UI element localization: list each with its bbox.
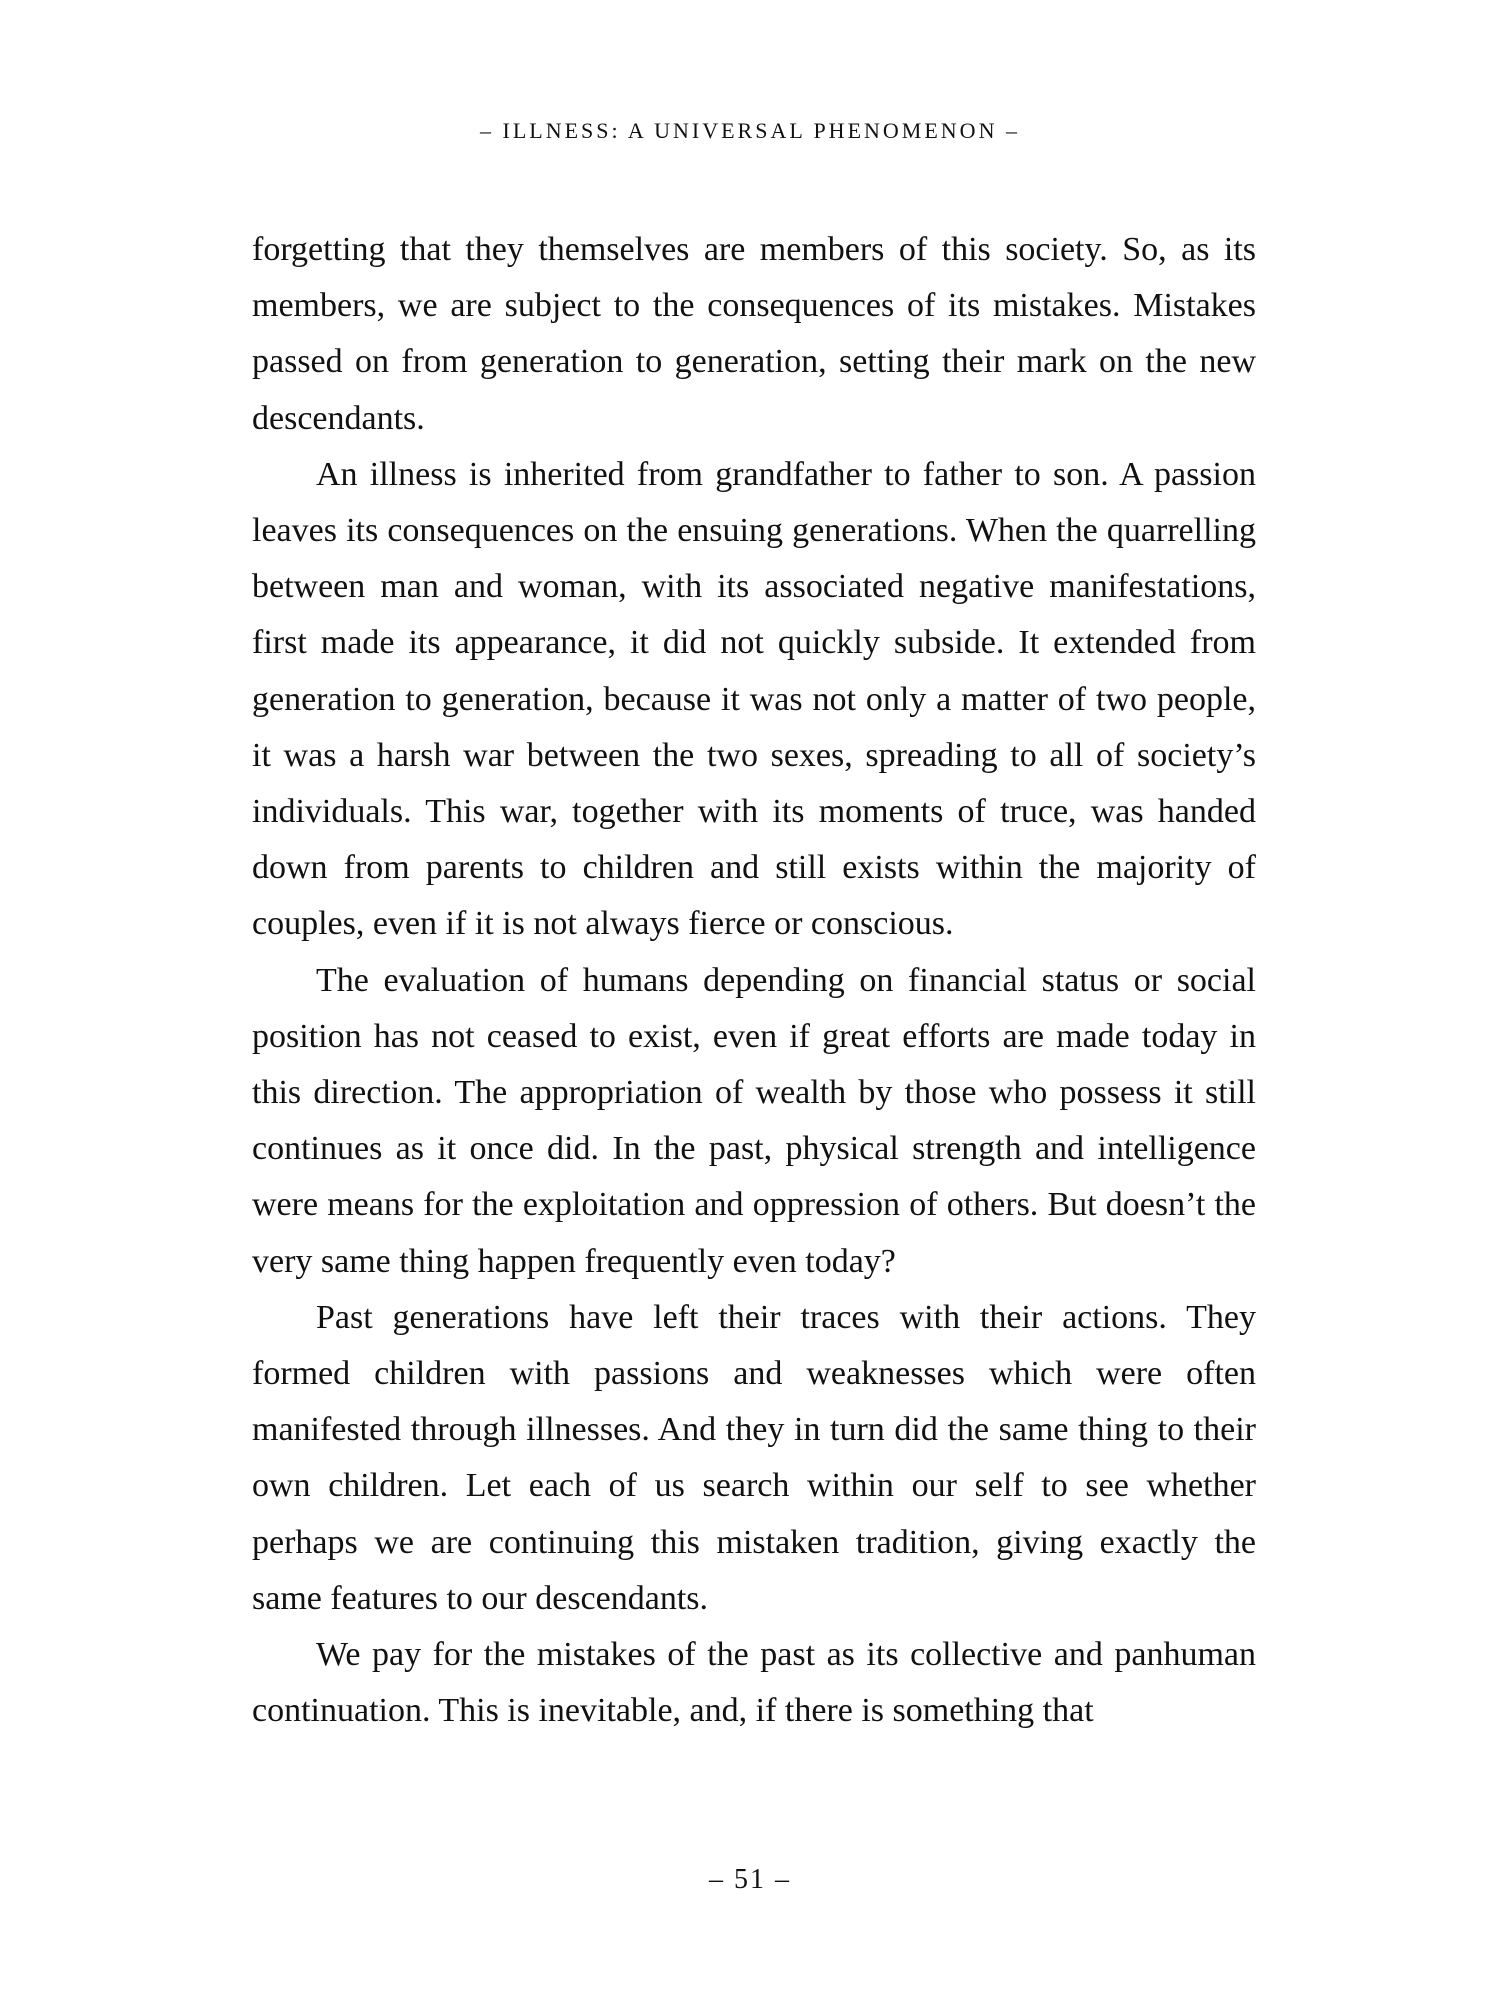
body-text bbox=[252, 222, 1256, 1739]
paragraph-5: We pay for the mistakes of the past as its collective and panhuman continuation. This is inevitable, and, if there is something that bbox=[252, 1636, 1256, 1730]
paragraph-2: An illness is inherited from grandfather to father to son. A passion leaves its consequences on the ensuing generations. When the quarrelling between man and woman, with its associated negative manifestations, first made its appearance, it did not quickly subside. It extended from generation to generation, because it was not only a matter of two people, it was a harsh war between the two sexes, spreading to all of society’s individuals. This war, together with its moments of truce, was handed down from parents to children and still exists within the majority of couples, even if it is not always fierce or conscious. bbox=[252, 455, 1256, 943]
paragraph-3: The evaluation of humans depending on financial status or social position has not ceased to exist, even if great efforts are made today in this direction. The appropriation of wealth by those who possess it still continues as it once did. In the past, physical strength and intelligence were means for the exploitation and oppression of others. But doesn’t the very same thing happen frequently even today? bbox=[252, 961, 1256, 1280]
running-head: – ILLNESS: A UNIVERSAL PHENOMENON – bbox=[480, 118, 1020, 143]
paragraph-1: forgetting that they themselves are members of this society. So, as its members, we are subject to the consequences of its mistakes. Mistakes passed on from generation to generation, setting their mark on the new descendants. bbox=[252, 231, 1256, 437]
paragraph-4: Past generations have left their traces with their actions. They formed children with passions and weaknesses which were often manifested through illnesses. And they in turn did the same thing to their own children. Let each of us search within our self to see whether perhaps we are continuing this mistaken tradition, giving exactly the same features to our descendants. bbox=[252, 1298, 1256, 1617]
page-number: – 51 – bbox=[709, 1864, 791, 1895]
